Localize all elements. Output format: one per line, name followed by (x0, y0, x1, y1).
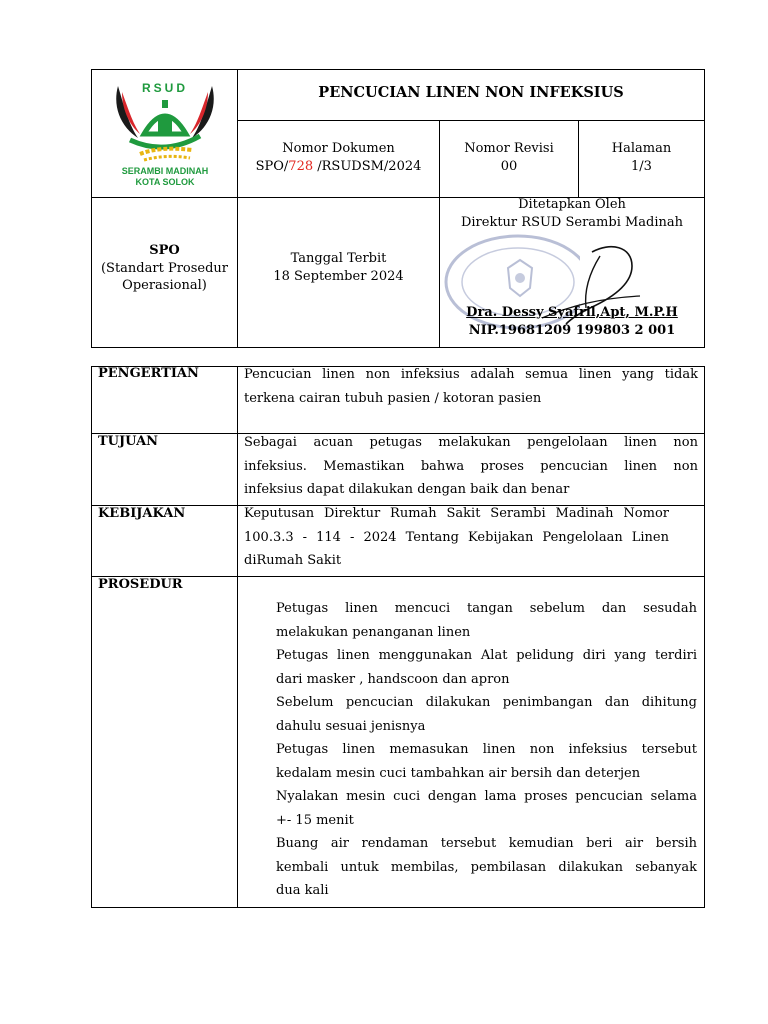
table-border-top (91, 69, 705, 70)
logo-name-line2: KOTA SOLOK (135, 177, 195, 187)
document-title: PENCUCIAN LINEN NON INFEKSIUS (318, 84, 624, 101)
revision-value: 00 (500, 159, 518, 174)
issue-date-label: Tanggal Terbit (290, 251, 387, 266)
doc-number-suffix: /RSUDSM/2024 (313, 159, 422, 174)
spo-label: SPO (149, 243, 180, 258)
section-body-tujuan (244, 431, 698, 502)
procedure-line: Sebelum pencucian dilakukan penimbangan dan dihitung (276, 695, 697, 710)
body-line: 100.3.3 - 114 - 2024 Tentang Kebijakan Pengelolaan Linen (244, 529, 669, 545)
table-border-right (704, 366, 705, 908)
procedure-line: Petugas linen mencuci tangan sebelum dan sesudah (276, 601, 697, 616)
body-line: Pencucian linen non infeksius adalah semua linen yang tidak (244, 367, 698, 382)
procedure-line: +- 15 menit (276, 812, 354, 828)
body-line: infeksius dapat dilakukan dengan baik dan benar (244, 482, 570, 497)
section-body-pengertian (244, 363, 698, 410)
signer-name: Dra. Dessy Syafril,Apt, M.P.H (466, 305, 678, 320)
doc-number-label: Nomor Dokumen (282, 141, 395, 156)
section-label-kebijakan: KEBIJAKAN (98, 506, 186, 521)
body-line: Sebagai acuan petugas melakukan pengelolaan linen non (244, 435, 698, 450)
procedure-line: dahulu sesuai jenisnya (276, 718, 426, 734)
procedure-line: Petugas linen menggunakan Alat pelidung diri yang terdiri (276, 648, 697, 663)
section-label-tujuan: TUJUAN (98, 434, 159, 449)
table-border-bottom (91, 347, 705, 348)
approved-by-line2: Direktur RSUD Serambi Madinah (460, 215, 684, 230)
table-border-left (91, 366, 92, 908)
table-border-bottom (91, 907, 705, 908)
hospital-logo (100, 78, 230, 190)
procedure-line: Buang air rendaman tersebut kemudian beri air bersih (276, 836, 697, 851)
issue-date-value: 18 September 2024 (273, 269, 404, 284)
page-label: Halaman (611, 141, 672, 156)
section-label-pengertian: PENGERTIAN (98, 366, 199, 381)
section-label-prosedur: PROSEDUR (98, 577, 183, 592)
divider (237, 366, 238, 908)
body-line: infeksius. Memastikan bahwa proses pencucian linen non (244, 458, 698, 474)
doc-number-prefix: SPO/ (255, 159, 289, 174)
section-body-prosedur (276, 597, 697, 903)
body-line: diRumah Sakit (244, 553, 342, 568)
divider (237, 69, 238, 348)
procedure-line: kembali untuk membilas, pembilasan dilakukan sebanyak (276, 859, 697, 875)
body-line: terkena cairan tubuh pasien / kotoran pasien (244, 390, 542, 406)
procedure-line: Nyalakan mesin cuci dengan lama proses pencucian selama (276, 789, 697, 804)
divider (237, 120, 705, 121)
revision-label: Nomor Revisi (464, 141, 554, 156)
approved-by-line1: Ditetapkan Oleh (518, 197, 626, 212)
logo-name-line1: SERAMBI MADINAH (121, 166, 209, 176)
signer-nip: NIP.19681209 199803 2 001 (468, 323, 676, 338)
spo-full-line1: (Standart Prosedur (100, 261, 229, 276)
page-value: 1/3 (631, 159, 652, 174)
table-border-left (91, 69, 92, 348)
doc-number-number: 728 (288, 159, 314, 174)
doc-number-value (238, 158, 439, 176)
procedure-line: kedalam mesin cuci tambahkan air bersih dan deterjen (276, 765, 641, 781)
logo-top-text: RSUD (141, 81, 188, 95)
row-divider (91, 576, 705, 577)
procedure-line: dua kali (276, 883, 329, 898)
section-body-kebijakan (244, 502, 669, 573)
table-border-right (704, 69, 705, 348)
procedure-line: Petugas linen memasukan linen non infeksius tersebut (276, 742, 697, 757)
procedure-line: dari masker , handscoon dan apron (276, 671, 510, 687)
procedure-line: melakukan penanganan linen (276, 624, 471, 640)
body-line: Keputusan Direktur Rumah Sakit Serambi Madinah Nomor (244, 506, 669, 521)
spo-full-line2: Operasional) (122, 278, 207, 293)
